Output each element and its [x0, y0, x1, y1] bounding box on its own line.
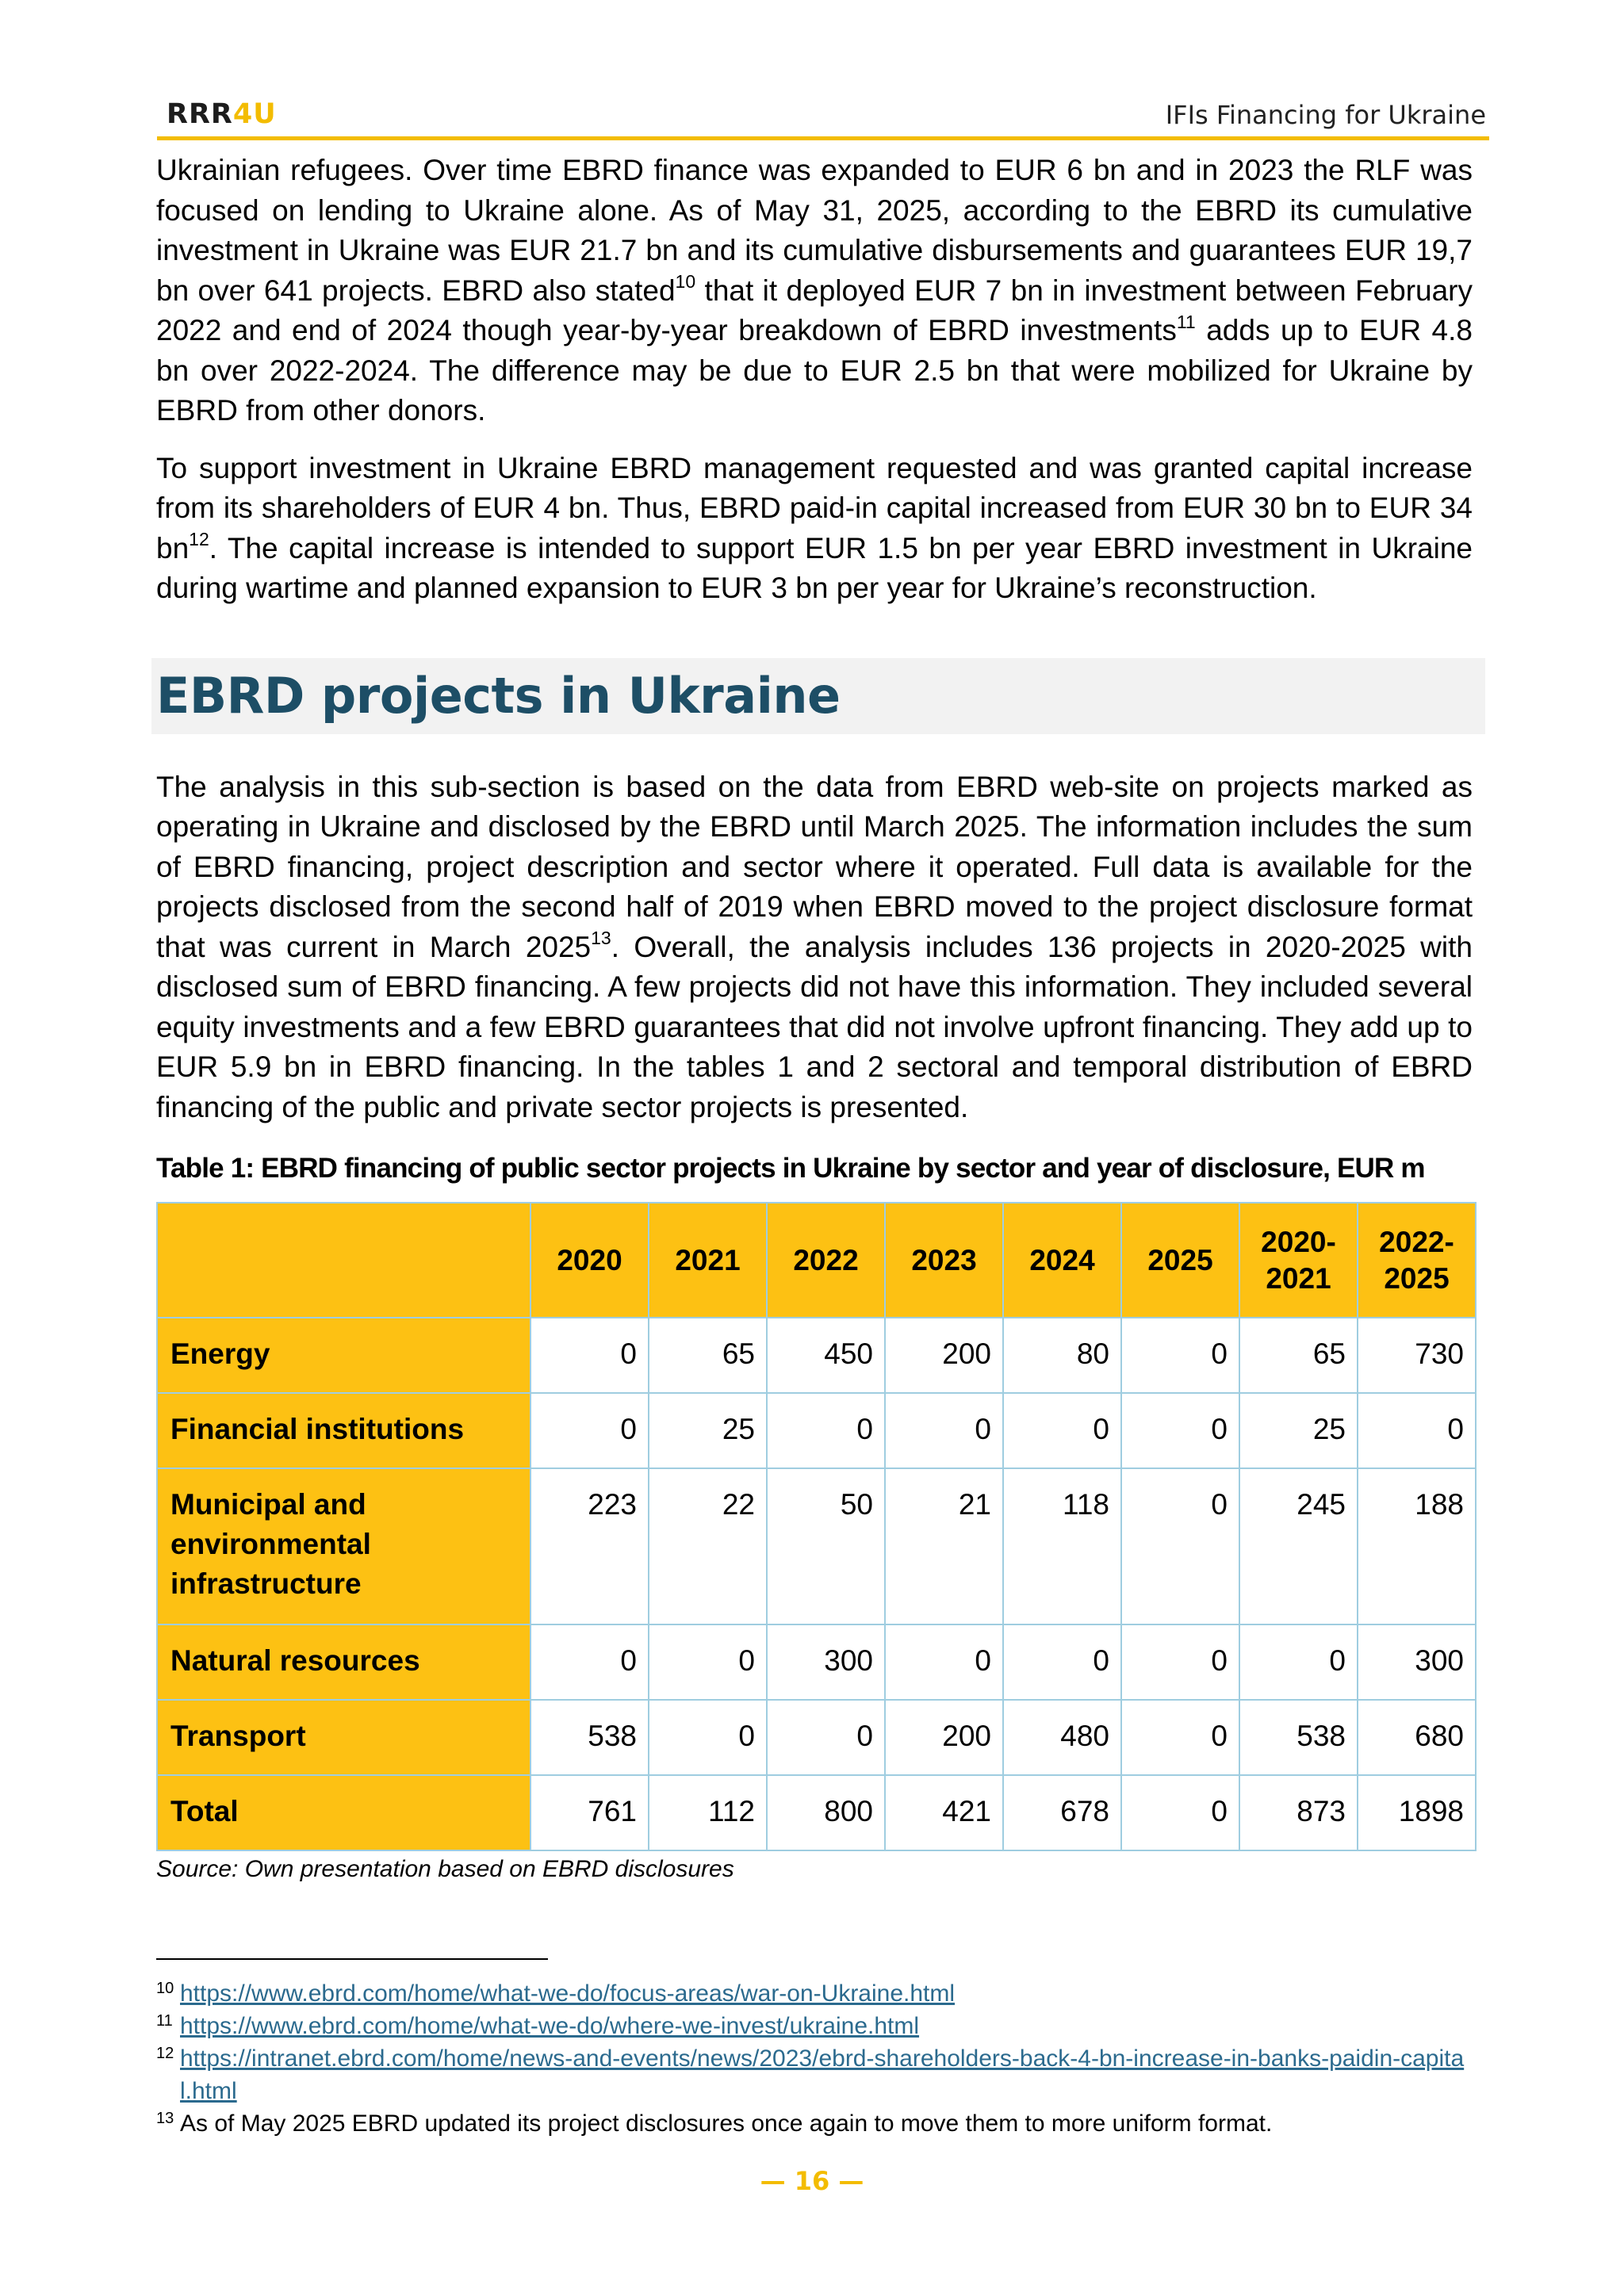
- table-cell: 22: [649, 1468, 767, 1624]
- table-cell: 118: [1003, 1468, 1121, 1624]
- paragraph-2-text-a: To support investment in Ukraine EBRD management requested and was granted capital increase from its shareholders of EUR 4 bn. Thus, EBRD paid-in capital increased from EUR 30 bn to EUR 34 bn: [156, 451, 1473, 564]
- brand-logo-main: RRR: [167, 98, 233, 130]
- paragraph-1-text-c: adds up to EUR 4.8 bn over 2022-2024. The difference may be due to EUR 2.5 bn that were mobilized for Ukraine by EBRD from other donors.: [156, 314, 1473, 427]
- footnote-item: [156, 2010, 1473, 2042]
- footnote-ref-12[interactable]: 12: [189, 529, 209, 550]
- table-cell: 450: [767, 1318, 885, 1393]
- table-cell: 0: [1121, 1468, 1239, 1624]
- row-label: Transport: [157, 1700, 530, 1775]
- table-cell: 21: [885, 1468, 1003, 1624]
- table-cell: 421: [885, 1775, 1003, 1850]
- table-cell: 0: [649, 1700, 767, 1775]
- paragraph-3-text-b: . Overall, the analysis includes 136 projects in 2020-2025 with disclosed sum of EBRD financing. A few projects did not have this information. They included several equity investments and a few EBRD guarantees that did not involve upfront financing. They add up to EUR 5.9 bn in EBRD financing. In the tables 1 and 2 sectoral and temporal distribution of EBRD financing of the public and private sector projects is presented.: [156, 930, 1473, 1123]
- table-cell: 50: [767, 1468, 885, 1624]
- table-cell: 0: [885, 1393, 1003, 1468]
- table-cell: 730: [1358, 1318, 1476, 1393]
- paragraph-2-text-b: . The capital increase is intended to support EUR 1.5 bn per year EBRD investment in Ukraine during wartime and planned expansion to EUR 3 bn per year for Ukraine’s reconstruction.: [156, 531, 1473, 604]
- table-cell: 0: [1121, 1393, 1239, 1468]
- table-cell: 245: [1239, 1468, 1358, 1624]
- footnote-divider: [156, 1958, 548, 1960]
- row-label: Total: [157, 1775, 530, 1850]
- table-cell: 1898: [1358, 1775, 1476, 1850]
- table-row: [157, 1775, 1476, 1850]
- page-content: [156, 151, 1473, 1883]
- financing-table: [156, 1202, 1477, 1851]
- table-cell: 300: [767, 1624, 885, 1700]
- column-header: 2021: [649, 1203, 767, 1318]
- table-cell: 25: [1239, 1393, 1358, 1468]
- table-cell: 0: [1003, 1624, 1121, 1700]
- paragraph-2: [156, 449, 1473, 609]
- table-cell: 538: [1239, 1700, 1358, 1775]
- table-cell: 0: [530, 1624, 649, 1700]
- footnote-item: [156, 2107, 1473, 2140]
- brand-logo: [167, 98, 277, 130]
- footnote-link[interactable]: https://www.ebrd.com/home/what-we-do/focus-areas/war-on-Ukraine.html: [180, 1980, 956, 2007]
- footnote-number: 12: [156, 2045, 174, 2062]
- column-header: 2023: [885, 1203, 1003, 1318]
- table-cell: 80: [1003, 1318, 1121, 1393]
- paragraph-1-text-b: that it deployed EUR 7 bn in investment between February 2022 and end of 2024 though year-by-year breakdown of EBRD investments: [156, 274, 1473, 346]
- running-header-title: IFIs Financing for Ukraine: [1165, 100, 1486, 130]
- footnote-ref-13[interactable]: 13: [591, 928, 611, 949]
- table-cell: 0: [1121, 1775, 1239, 1850]
- column-header: 2025: [1121, 1203, 1239, 1318]
- table-row: [157, 1700, 1476, 1775]
- footnote-number: 11: [156, 2012, 173, 2030]
- table-cell: 300: [1358, 1624, 1476, 1700]
- column-header: 2020: [530, 1203, 649, 1318]
- paragraph-1-text-a: Ukrainian refugees. Over time EBRD finance was expanded to EUR 6 bn and in 2023 the RLF was focused on lending to Ukraine alone. As of May 31, 2025, according to the EBRD its cumulative investment in Ukraine was EUR 21.7 bn and its cumulative disbursements and guarantees EUR 19,7 bn over 641 projects. EBRD also stated: [156, 154, 1473, 307]
- table-cell: 800: [767, 1775, 885, 1850]
- column-header: 2024: [1003, 1203, 1121, 1318]
- brand-logo-accent: 4U: [232, 98, 277, 130]
- table-cell: 200: [885, 1700, 1003, 1775]
- row-label: Financial institutions: [157, 1393, 530, 1468]
- table-row: [157, 1624, 1476, 1700]
- footnote-text: As of May 2025 EBRD updated its project disclosures once again to move them to more uniform format.: [180, 2110, 1273, 2137]
- table-cell: 65: [1239, 1318, 1358, 1393]
- table-caption: Table 1: EBRD financing of public sector projects in Ukraine by sector and year of disclosure, EUR m: [156, 1153, 1425, 1184]
- footnote-number: 10: [156, 1980, 174, 1997]
- table-cell: 680: [1358, 1700, 1476, 1775]
- paragraph-3-text-a: The analysis in this sub-section is based on the data from EBRD web-site on projects marked as operating in Ukraine and disclosed by the EBRD until March 2025. The information includes the sum of EBRD financing, project description and sector where it operated. Full data is available for the projects disclosed from the second half of 2019 when EBRD moved to the project disclosure format that was current in March 2025: [156, 770, 1473, 963]
- footnote-ref-11[interactable]: 11: [1176, 311, 1196, 332]
- column-header: 2022: [767, 1203, 885, 1318]
- footnote-ref-10[interactable]: 10: [675, 271, 696, 293]
- table-cell: 0: [1121, 1318, 1239, 1393]
- table-cell: 200: [885, 1318, 1003, 1393]
- table-cell: 65: [649, 1318, 767, 1393]
- paragraph-3: [156, 767, 1473, 1128]
- table-cell: 0: [767, 1700, 885, 1775]
- column-header: [157, 1203, 530, 1318]
- table-row: [157, 1318, 1476, 1393]
- header-divider: [157, 136, 1489, 140]
- section-heading-block: [151, 658, 1485, 734]
- section-heading: EBRD projects in Ukraine: [156, 667, 841, 725]
- table-cell: 538: [530, 1700, 649, 1775]
- paragraph-1: [156, 151, 1473, 431]
- footnote-item: [156, 2042, 1473, 2107]
- table-cell: 0: [1239, 1624, 1358, 1700]
- table-row: [157, 1468, 1476, 1624]
- column-header: 2022- 2025: [1358, 1203, 1476, 1318]
- table-cell: 0: [530, 1318, 649, 1393]
- table-source-note: Source: Own presentation based on EBRD disclosures: [156, 1856, 734, 1882]
- table-cell: 25: [649, 1393, 767, 1468]
- table-cell: 761: [530, 1775, 649, 1850]
- table-cell: 0: [1003, 1393, 1121, 1468]
- footnote-item: [156, 1977, 1473, 2010]
- table-header-row: [157, 1203, 1476, 1318]
- row-label: Energy: [157, 1318, 530, 1393]
- table-cell: 0: [1358, 1393, 1476, 1468]
- footnote-link[interactable]: https://intranet.ebrd.com/home/news-and-events/news/2023/ebrd-shareholders-back-4-bn-increase-in-banks-paidin-capital.html: [180, 2045, 1465, 2104]
- table-cell: 0: [1121, 1700, 1239, 1775]
- table-cell: 678: [1003, 1775, 1121, 1850]
- table-cell: 480: [1003, 1700, 1121, 1775]
- table-cell: 0: [1121, 1624, 1239, 1700]
- footnote-link[interactable]: https://www.ebrd.com/home/what-we-do/where-we-invest/ukraine.html: [180, 2013, 920, 2039]
- table-cell: 188: [1358, 1468, 1476, 1624]
- table-cell: 112: [649, 1775, 767, 1850]
- row-label: Natural resources: [157, 1624, 530, 1700]
- table-cell: 0: [885, 1624, 1003, 1700]
- page-number: — 16 —: [760, 2166, 864, 2196]
- table-cell: 0: [530, 1393, 649, 1468]
- row-label: Municipal and environmental infrastructure: [157, 1468, 530, 1624]
- table-cell: 0: [767, 1393, 885, 1468]
- table-cell: 873: [1239, 1775, 1358, 1850]
- table-row: [157, 1393, 1476, 1468]
- column-header: 2020- 2021: [1239, 1203, 1358, 1318]
- footnotes: [156, 1977, 1473, 2140]
- table-cell: 0: [649, 1624, 767, 1700]
- footnote-number: 13: [156, 2110, 174, 2127]
- table-cell: 223: [530, 1468, 649, 1624]
